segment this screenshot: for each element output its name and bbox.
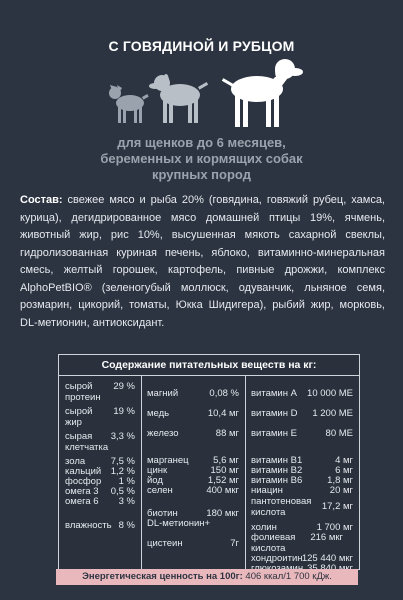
composition-label: Состав:	[20, 194, 63, 206]
nutrient-value: 10,4 мг	[207, 408, 239, 419]
nutrient-name: холин	[251, 522, 277, 533]
nutrient-value: 19 %	[113, 406, 135, 417]
dog-size-icons	[100, 55, 305, 130]
nutrient-name: цинк	[147, 465, 168, 476]
nutrient-name: фосфор	[65, 476, 102, 487]
subtitle-line: для щенков до 6 месяцев,	[117, 135, 286, 150]
energy-label: Энергетическая ценность на 100г:	[82, 571, 243, 582]
nutrient-value: 1 200 МЕ	[312, 408, 353, 419]
nutrient-value: 4 мг	[335, 455, 353, 466]
nutrient-name: марганец	[147, 455, 189, 466]
nutrient-name: витамин Е	[251, 428, 297, 439]
subtitle-line: крупных пород	[152, 167, 251, 182]
nutrient-name: селен	[147, 485, 173, 496]
nutrient-name: пантотеновая кислота	[251, 496, 312, 518]
energy-value-band	[56, 569, 358, 585]
nutrient-value: 216 мкг	[310, 532, 343, 543]
nutrients-table	[58, 354, 360, 570]
nutrient-name: цистеин	[147, 538, 183, 549]
nutrient-name: DL-метионин+	[147, 518, 211, 529]
nutrient-value: 400 мкг	[206, 485, 239, 496]
nutrient-value: 0,08 %	[209, 388, 239, 399]
nutrient-value: 5,6 мг	[213, 455, 239, 466]
nutrient-value: 17,2 мг	[321, 501, 353, 512]
nutrient-name: сырой протеин	[65, 381, 101, 403]
nutrients-heading: Содержание питательных веществ на кг:	[59, 355, 359, 376]
nutrient-name: йод	[147, 475, 163, 486]
nutrient-value: 6 мг	[335, 465, 353, 476]
nutrient-value: 80 МЕ	[325, 428, 353, 439]
nutrient-name: хондроитин	[251, 553, 303, 564]
nutrient-name: витамин В1	[251, 455, 303, 466]
nutrient-value: 1,8 мг	[327, 475, 353, 486]
nutrient-value: 29 %	[113, 381, 135, 392]
nutrient-name: фолиевая кислота	[251, 532, 296, 554]
nutrient-name: омега 3	[65, 486, 99, 497]
large-dog-icon	[222, 59, 303, 127]
nutrient-value: 3,3 %	[110, 431, 135, 442]
nutrient-value: 180 мкг	[206, 508, 239, 519]
product-title: С ГОВЯДИНОЙ И РУБЦОМ	[108, 38, 295, 54]
energy-value: 406 ккал/1 700 кДж.	[242, 571, 332, 582]
nutrient-value: 1 %	[118, 476, 135, 487]
subtitle-line: беременных и кормящих собак	[100, 151, 303, 166]
nutrient-value: 1,2 %	[110, 466, 135, 477]
nutrient-name: сырая клетчатка	[65, 431, 109, 453]
nutrient-value: 7,5 %	[110, 456, 135, 467]
nutrient-name: медь	[147, 408, 170, 419]
nutrients-column-basic	[59, 375, 142, 569]
medium-dog-icon	[149, 74, 208, 123]
nutrient-value: 88 мг	[215, 428, 239, 439]
nutrient-name: витамин А	[251, 388, 297, 399]
nutrient-value: 7г	[230, 538, 239, 549]
nutrient-name: витамин В2	[251, 465, 303, 476]
nutrient-name: омега 6	[65, 496, 99, 507]
nutrient-value: 0,5 %	[110, 486, 135, 497]
nutrient-name: магний	[147, 388, 179, 399]
nutrients-column-vitamins	[245, 375, 359, 569]
nutrient-name: влажность	[65, 520, 112, 531]
nutrients-column-minerals	[141, 375, 246, 569]
nutrient-value: 20 мг	[329, 485, 353, 496]
nutrient-name: сырой жир	[65, 406, 93, 428]
nutrient-value: 10 000 МЕ	[307, 388, 353, 399]
nutrient-name: зола	[65, 456, 86, 467]
nutrient-value: 125 440 мкг	[301, 553, 353, 564]
nutrient-value: 3 %	[118, 496, 135, 507]
nutrient-name: витамин В6	[251, 475, 303, 486]
nutrient-name: железо	[147, 428, 179, 439]
nutrient-value: 150 мг	[210, 465, 239, 476]
nutrient-name: кальций	[65, 466, 102, 477]
nutrient-name: ниацин	[251, 485, 283, 496]
nutrient-name: витамин D	[251, 408, 298, 419]
composition-body: свежее мясо и рыба 20% (говядина, говяжий рубец, хамса, курица), дегидрированное мясо домашней птицы 19%, ячмень, животный жир, рис 10%, высушенная мякоть сахарной свеклы, гидролизованная куриная печень, яблоко, витаминно-минеральная смесь, желтый горошек, картофель, пивные дрожжи, комплекс AlphoPetBIO® (зеленогубый моллюск, одуванчик, льняное семя, розмарин, цикорий, томаты, Юкка Шидигера), рыбий жир, морковь, DL-метионин, антиоксидант.	[20, 194, 385, 329]
target-audience	[0, 135, 403, 183]
nutrient-name: биотин	[147, 508, 178, 519]
nutrient-value: 8 %	[118, 520, 135, 531]
small-dog-icon	[109, 85, 149, 123]
nutrient-value: 1,52 мг	[207, 475, 239, 486]
composition-text	[20, 192, 385, 332]
nutrient-value: 1 700 мг	[316, 522, 353, 533]
